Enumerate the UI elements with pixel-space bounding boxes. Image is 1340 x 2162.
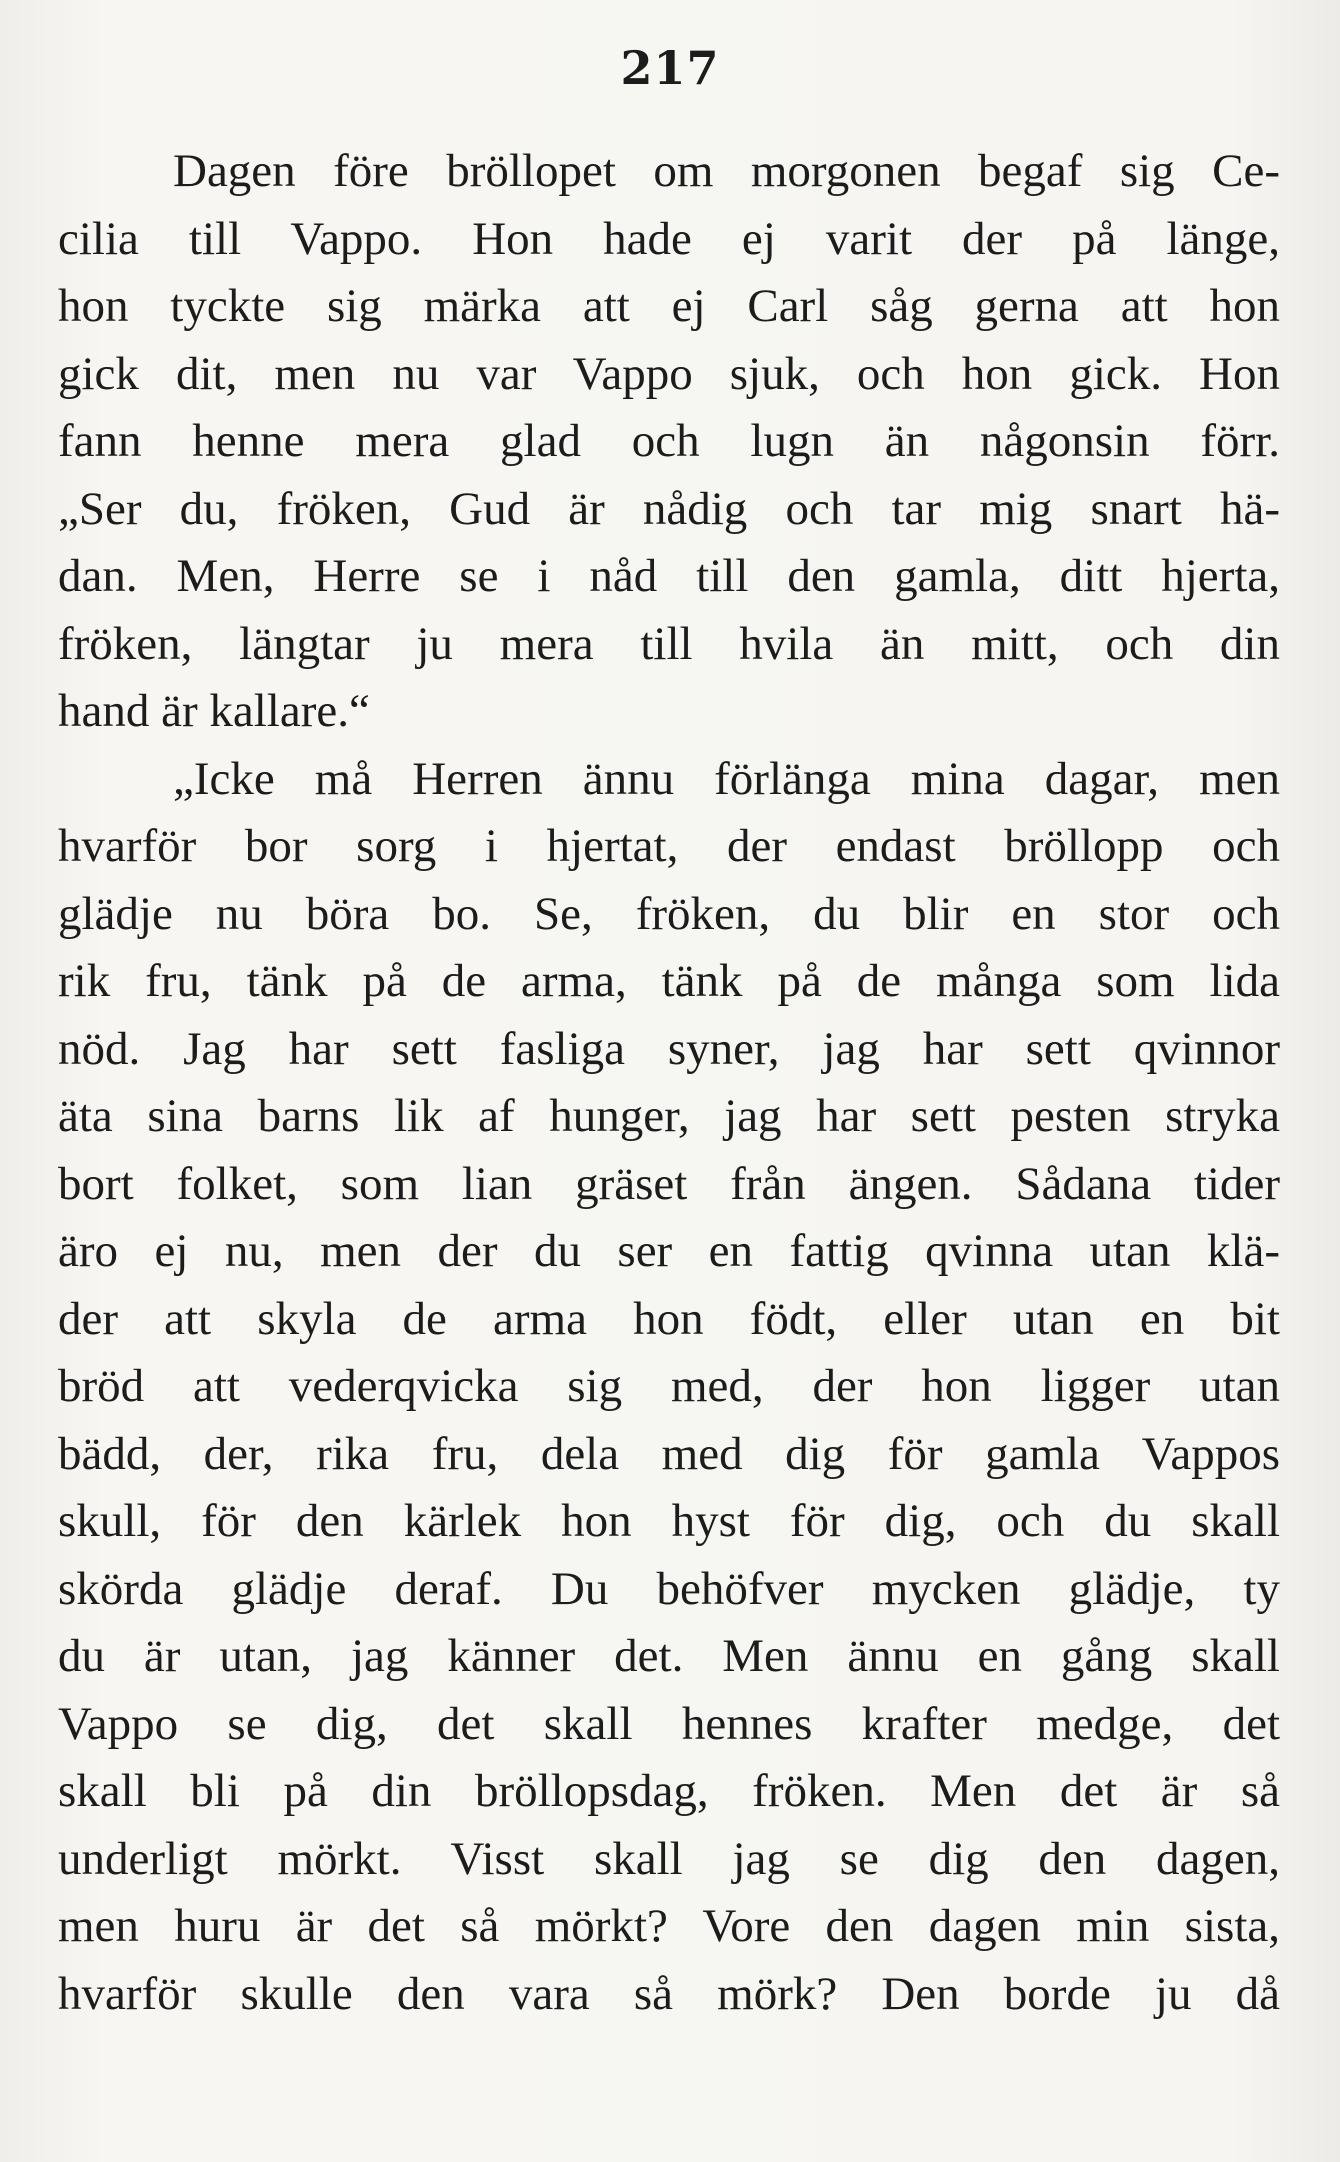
text-line: men huru är det så mörkt? Vore den dagen min sista, [58,1900,1280,1952]
text-line: glädje nu böra bo. Se, fröken, du blir en stor och [58,887,1280,940]
text-line: Vappo se dig, det skall hennes krafter medge, det [58,1697,1280,1750]
text-line: „Icke må Herren ännu förlänga mina dagar, men [173,752,1280,805]
text-line: äta sina barns lik af hunger, jag har sett pesten stryka [58,1090,1280,1142]
text-line: hon tyckte sig märka att ej Carl såg gerna att hon [58,280,1280,332]
text-line: underligt mörkt. Visst skall jag se dig den dagen, [58,1832,1280,1885]
text-line: hvarför skulle den vara så mörk? Den borde ju då [58,1967,1280,2020]
text-line: hand är kallare.“ [58,685,370,737]
text-line: äro ej nu, men der du ser en fattig qvinna utan klä- [58,1225,1280,1277]
text-line: cilia till Vappo. Hon hade ej varit der på länge, [58,212,1280,265]
text-line: Dagen före bröllopet om morgonen begaf sig Ce- [173,145,1280,197]
text-line: skull, för den kärlek hon hyst för dig, och du skall [58,1495,1280,1547]
text-line: skörda glädje deraf. Du behöfver mycken glädje, ty [58,1562,1280,1615]
body-text [58,138,1280,2028]
text-line: fröken, längtar ju mera till hvila än mitt, och din [58,617,1280,670]
text-line: hvarför bor sorg i hjertat, der endast bröllopp och [58,820,1280,872]
text-line: der att skyla de arma hon födt, eller utan en bit [58,1292,1280,1345]
text-line: bort folket, som lian gräset från ängen. Sådana tider [58,1157,1280,1210]
text-line: bädd, der, rika fru, dela med dig för gamla Vappos [58,1427,1280,1480]
page-number: 217 [620,41,720,95]
text-line: rik fru, tänk på de arma, tänk på de många som lida [58,955,1280,1007]
text-line: dan. Men, Herre se i nåd till den gamla, ditt hjerta, [58,550,1280,602]
text-line: gick dit, men nu var Vappo sjuk, och hon gick. Hon [58,347,1280,400]
text-line: „Ser du, fröken, Gud är nådig och tar mig snart hä- [58,482,1280,535]
text-line: fann henne mera glad och lugn än någonsin förr. [58,415,1280,467]
text-line: skall bli på din bröllopsdag, fröken. Men det är så [58,1765,1280,1817]
text-line: du är utan, jag känner det. Men ännu en gång skall [58,1630,1280,1682]
text-line: bröd att vederqvicka sig med, der hon ligger utan [58,1360,1280,1412]
text-line: nöd. Jag har sett fasliga syner, jag har sett qvinnor [58,1022,1280,1075]
